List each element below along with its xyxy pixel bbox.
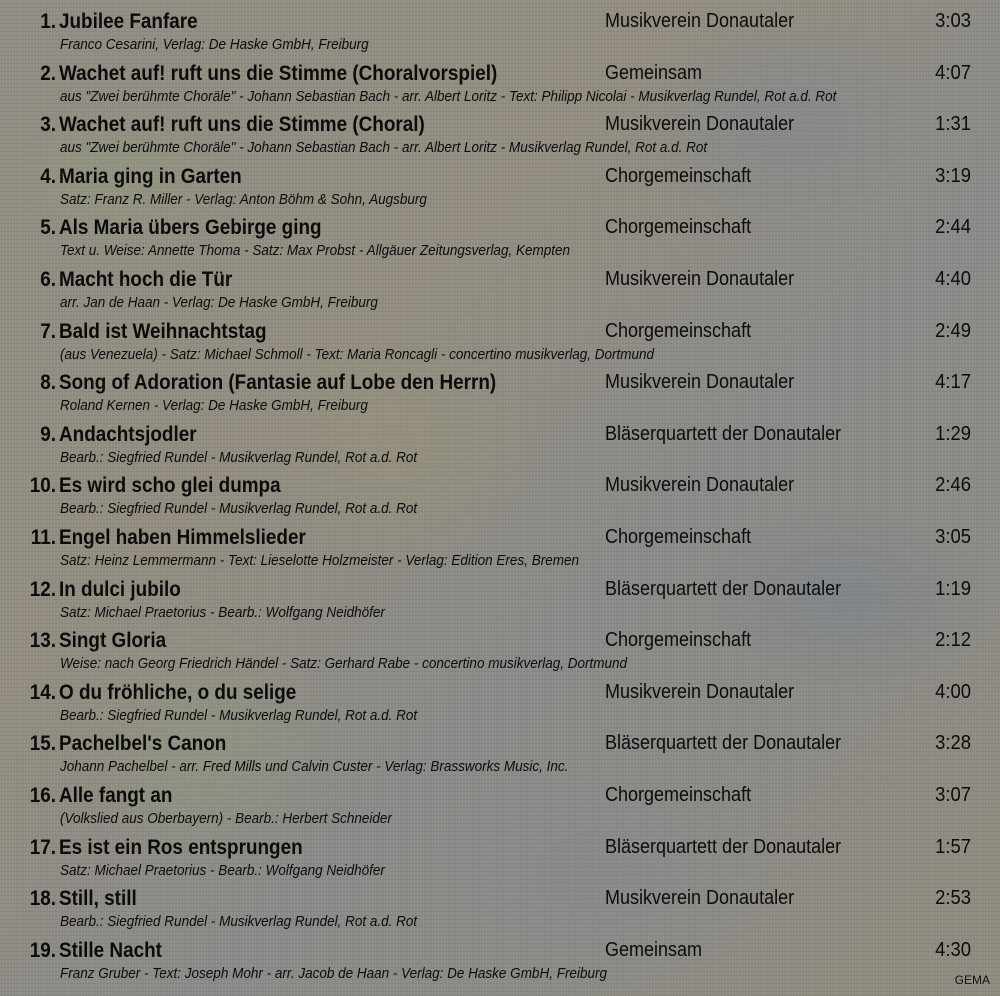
- track-duration: 3:05: [935, 525, 971, 548]
- track-title: Es ist ein Ros entsprungen: [59, 835, 303, 859]
- track-row: [0, 625, 1000, 677]
- track-number: 10.: [29, 474, 56, 498]
- track-performer: Musikverein Donautaler: [605, 113, 795, 136]
- track-duration: 3:07: [935, 783, 971, 806]
- track-duration: 4:00: [935, 680, 971, 703]
- track-number: 9.: [40, 422, 56, 446]
- track-row: [0, 883, 1000, 935]
- track-performer: Chorgemeinschaft: [605, 525, 752, 548]
- track-row: [0, 109, 1000, 161]
- track-performer: Musikverein Donautaler: [605, 680, 795, 703]
- track-title: Es wird scho glei dumpa: [59, 474, 281, 498]
- track-number: 15.: [29, 732, 56, 756]
- track-performer: Chorgemeinschaft: [605, 319, 752, 342]
- track-credits: Roland Kernen - Verlag: De Haske GmbH, Freiburg: [60, 397, 368, 415]
- track-credits: Satz: Michael Praetorius - Bearb.: Wolfgang Neidhöfer: [60, 603, 385, 621]
- track-duration: 2:53: [935, 887, 971, 910]
- track-row: [0, 832, 1000, 884]
- track-number: 16.: [29, 783, 56, 807]
- track-number: 12.: [29, 577, 56, 601]
- track-duration: 4:07: [935, 61, 971, 84]
- track-performer: Chorgemeinschaft: [605, 783, 752, 806]
- track-number: 17.: [29, 835, 56, 859]
- track-duration: 4:30: [935, 938, 971, 961]
- track-performer: Gemeinsam: [605, 938, 703, 961]
- track-credits: aus "Zwei berühmte Choräle" - Johann Sebastian Bach - arr. Albert Loritz - Text: Philipp Nicolai - Musikverlag Rundel, Rot a.d. Rot: [60, 87, 837, 105]
- track-number: 8.: [40, 371, 56, 395]
- track-performer: Bläserquartett der Donautaler: [605, 835, 842, 858]
- track-title: Wachet auf! ruft uns die Stimme (Choralvorspiel): [59, 61, 498, 85]
- track-credits: (aus Venezuela) - Satz: Michael Schmoll - Text: Maria Roncagli - concertino musikverlag, Dortmund: [60, 345, 654, 363]
- track-duration: 2:49: [935, 319, 971, 342]
- track-duration: 1:19: [935, 577, 971, 600]
- track-number: 14.: [29, 680, 56, 704]
- track-credits: Satz: Michael Praetorius - Bearb.: Wolfgang Neidhöfer: [60, 861, 385, 879]
- track-row: [0, 728, 1000, 780]
- track-title: Wachet auf! ruft uns die Stimme (Choral): [59, 113, 425, 137]
- track-performer: Bläserquartett der Donautaler: [605, 422, 842, 445]
- track-performer: Musikverein Donautaler: [605, 887, 795, 910]
- track-row: [0, 522, 1000, 574]
- track-duration: 2:12: [935, 629, 971, 652]
- track-credits: Weise: nach Georg Friedrich Händel - Satz: Gerhard Rabe - concertino musikverlag, Dortmund: [60, 655, 627, 673]
- track-title: Macht hoch die Tür: [59, 267, 233, 291]
- track-number: 7.: [40, 319, 56, 343]
- track-credits: Text u. Weise: Annette Thoma - Satz: Max Probst - Allgäuer Zeitungsverlag, Kempten: [60, 242, 570, 260]
- track-title: Jubilee Fanfare: [59, 10, 198, 33]
- track-title: Engel haben Himmelslieder: [59, 525, 306, 549]
- track-title: Andachtsjodler: [59, 422, 197, 446]
- track-title: Stille Nacht: [59, 938, 162, 962]
- track-number: 19.: [29, 938, 56, 962]
- track-duration: 1:57: [935, 835, 971, 858]
- track-credits: (Volkslied aus Oberbayern) - Bearb.: Herbert Schneider: [60, 809, 392, 827]
- track-performer: Chorgemeinschaft: [605, 629, 752, 652]
- track-title: Als Maria übers Gebirge ging: [59, 216, 322, 240]
- track-number: 11.: [30, 525, 56, 549]
- track-row: [0, 780, 1000, 832]
- track-number: 4.: [40, 164, 56, 188]
- track-credits: Franco Cesarini, Verlag: De Haske GmbH, Freiburg: [60, 36, 369, 53]
- track-row: [0, 367, 1000, 419]
- track-row: [0, 677, 1000, 729]
- track-duration: 3:28: [935, 732, 971, 755]
- track-title: Singt Gloria: [59, 629, 167, 653]
- track-duration: 1:29: [935, 422, 971, 445]
- track-performer: Chorgemeinschaft: [605, 216, 752, 239]
- track-title: Maria ging in Garten: [59, 164, 242, 188]
- track-title: O du fröhliche, o du selige: [59, 680, 297, 704]
- track-performer: Musikverein Donautaler: [605, 474, 795, 497]
- track-title: Still, still: [59, 887, 137, 911]
- track-row: [0, 935, 1000, 987]
- track-performer: Musikverein Donautaler: [605, 371, 795, 394]
- track-number: 5.: [40, 216, 56, 240]
- track-credits: Johann Pachelbel - arr. Fred Mills und Calvin Custer - Verlag: Brassworks Music, Inc.: [60, 758, 569, 776]
- track-row: [0, 58, 1000, 110]
- track-duration: 4:40: [935, 267, 971, 290]
- track-performer: Bläserquartett der Donautaler: [605, 577, 842, 600]
- track-number: 6.: [40, 267, 56, 291]
- track-number: 1.: [40, 10, 56, 33]
- gema-label: GEMA: [954, 973, 990, 987]
- track-performer: Bläserquartett der Donautaler: [605, 732, 842, 755]
- track-duration: 3:19: [935, 164, 971, 187]
- track-title: Pachelbel's Canon: [59, 732, 227, 756]
- track-title: In dulci jubilo: [59, 577, 181, 601]
- track-row: [0, 6, 1000, 58]
- track-row: [0, 316, 1000, 368]
- track-row: [0, 470, 1000, 522]
- track-row: [0, 419, 1000, 471]
- track-credits: arr. Jan de Haan - Verlag: De Haske GmbH, Freiburg: [60, 293, 378, 311]
- track-row: [0, 212, 1000, 264]
- track-credits: Satz: Heinz Lemmermann - Text: Lieselotte Holzmeister - Verlag: Edition Eres, Bremen: [60, 551, 579, 569]
- track-credits: Bearb.: Siegfried Rundel - Musikverlag Rundel, Rot a.d. Rot: [60, 500, 418, 518]
- track-duration: 1:31: [935, 113, 971, 136]
- track-performer: Musikverein Donautaler: [605, 267, 795, 290]
- track-credits: Franz Gruber - Text: Joseph Mohr - arr. Jacob de Haan - Verlag: De Haske GmbH, Freiburg: [60, 964, 607, 982]
- track-credits: Bearb.: Siegfried Rundel - Musikverlag Rundel, Rot a.d. Rot: [60, 448, 418, 466]
- track-credits: Bearb.: Siegfried Rundel - Musikverlag Rundel, Rot a.d. Rot: [60, 913, 418, 931]
- track-number: 13.: [29, 629, 56, 653]
- track-performer: Gemeinsam: [605, 61, 703, 84]
- track-row: [0, 574, 1000, 626]
- track-row: [0, 161, 1000, 213]
- track-number: 2.: [40, 61, 56, 85]
- track-title: Alle fangt an: [59, 783, 173, 807]
- track-row: [0, 264, 1000, 316]
- track-duration: 2:46: [935, 474, 971, 497]
- track-title: Bald ist Weihnachtstag: [59, 319, 267, 343]
- track-duration: 4:17: [935, 371, 971, 394]
- track-duration: 3:03: [935, 10, 971, 32]
- track-number: 3.: [40, 113, 56, 137]
- track-title: Song of Adoration (Fantasie auf Lobe den Herrn): [59, 371, 497, 395]
- track-duration: 2:44: [935, 216, 971, 239]
- track-credits: Satz: Franz R. Miller - Verlag: Anton Böhm & Sohn, Augsburg: [60, 190, 427, 208]
- track-number: 18.: [29, 887, 56, 911]
- track-credits: aus "Zwei berühmte Choräle" - Johann Sebastian Bach - arr. Albert Loritz - Musikverlag Rundel, Rot a.d. Rot: [60, 139, 708, 157]
- track-performer: Musikverein Donautaler: [605, 10, 795, 32]
- track-credits: Bearb.: Siegfried Rundel - Musikverlag Rundel, Rot a.d. Rot: [60, 706, 418, 724]
- track-performer: Chorgemeinschaft: [605, 164, 752, 187]
- tracklist: [0, 6, 1000, 986]
